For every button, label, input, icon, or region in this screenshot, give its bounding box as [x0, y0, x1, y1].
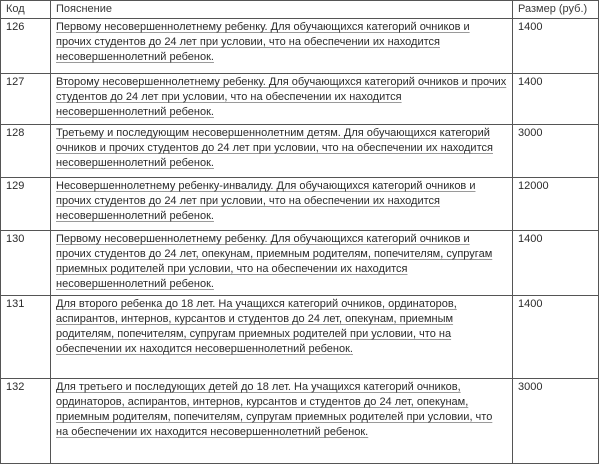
table-row — [1, 296, 599, 379]
row-code: 128 — [1, 125, 51, 178]
table-header-row — [1, 1, 599, 19]
row-description — [51, 231, 513, 296]
row-amount: 1400 — [513, 74, 599, 125]
row-amount: 1400 — [513, 296, 599, 379]
row-description-text: Несовершеннолетнему ребенку-инвалиду. Для обучающихся категорий очников и прочих студентов до 24 лет при условии, что на обеспечении их находится несовершеннолетний ребенок. — [56, 180, 476, 222]
row-amount: 3000 — [513, 125, 599, 178]
row-code: 130 — [1, 231, 51, 296]
row-description-text: Первому несовершеннолетнему ребенку. Для обучающихся категорий очников и прочих студентов до 24 лет при условии, что на обеспечении их находится несовершеннолетний ребенок. — [56, 21, 470, 63]
row-amount: 1400 — [513, 231, 599, 296]
table-row — [1, 74, 599, 125]
row-description-text: Для второго ребенка до 18 лет. На учащихся категорий очников, ординаторов, аспирантов, интернов, курсантов и студентов до 24 лет, опекунам, приемным родителям, попечителям, супругам приемных родителей при условии, что на обеспечении их находится несовершеннолетний ребенок. — [56, 298, 457, 355]
row-description — [51, 178, 513, 231]
row-code: 127 — [1, 74, 51, 125]
table-row — [1, 379, 599, 464]
row-description-text: Третьему и последующим несовершеннолетним детям. Для обучающихся категорий очников и прочих студентов до 24 лет при условии, что на обеспечении их находится несовершеннолетний ребенок. — [56, 127, 493, 169]
row-code: 129 — [1, 178, 51, 231]
table-row — [1, 125, 599, 178]
row-description — [51, 125, 513, 178]
table-row — [1, 19, 599, 74]
row-description — [51, 74, 513, 125]
table-row — [1, 178, 599, 231]
row-description-text: Первому несовершеннолетнему ребенку. Для обучающихся категорий очников и прочих студентов до 24 лет, опекунам, приемным родителям, попечителям, супругам приемных родителей при условии, что на обеспечении их находится несовершеннолетний ребенок. — [56, 233, 493, 290]
table-row — [1, 231, 599, 296]
row-description — [51, 379, 513, 464]
header-amount: Размер (руб.) — [513, 1, 599, 19]
header-description: Пояснение — [51, 1, 513, 19]
row-code: 126 — [1, 19, 51, 74]
row-amount: 12000 — [513, 178, 599, 231]
row-amount: 3000 — [513, 379, 599, 464]
row-description — [51, 296, 513, 379]
row-description — [51, 19, 513, 74]
row-description-text: Второму несовершеннолетнему ребенку. Для обучающихся категорий очников и прочих студентов до 24 лет при условии, что на обеспечении их находится несовершеннолетний ребенок. — [56, 76, 507, 118]
row-code: 132 — [1, 379, 51, 464]
row-code: 131 — [1, 296, 51, 379]
row-description-text: Для третьего и последующих детей до 18 лет. На учащихся категорий очников, ординаторов, аспирантов, интернов, курсантов и студентов до 24 лет, опекунам, приемным родителям, попечителям, супругам приемных родителей при условии, что на обеспечении их находится несовершеннолетний ребенок. — [56, 381, 493, 438]
row-amount: 1400 — [513, 19, 599, 74]
header-code: Код — [1, 1, 51, 19]
